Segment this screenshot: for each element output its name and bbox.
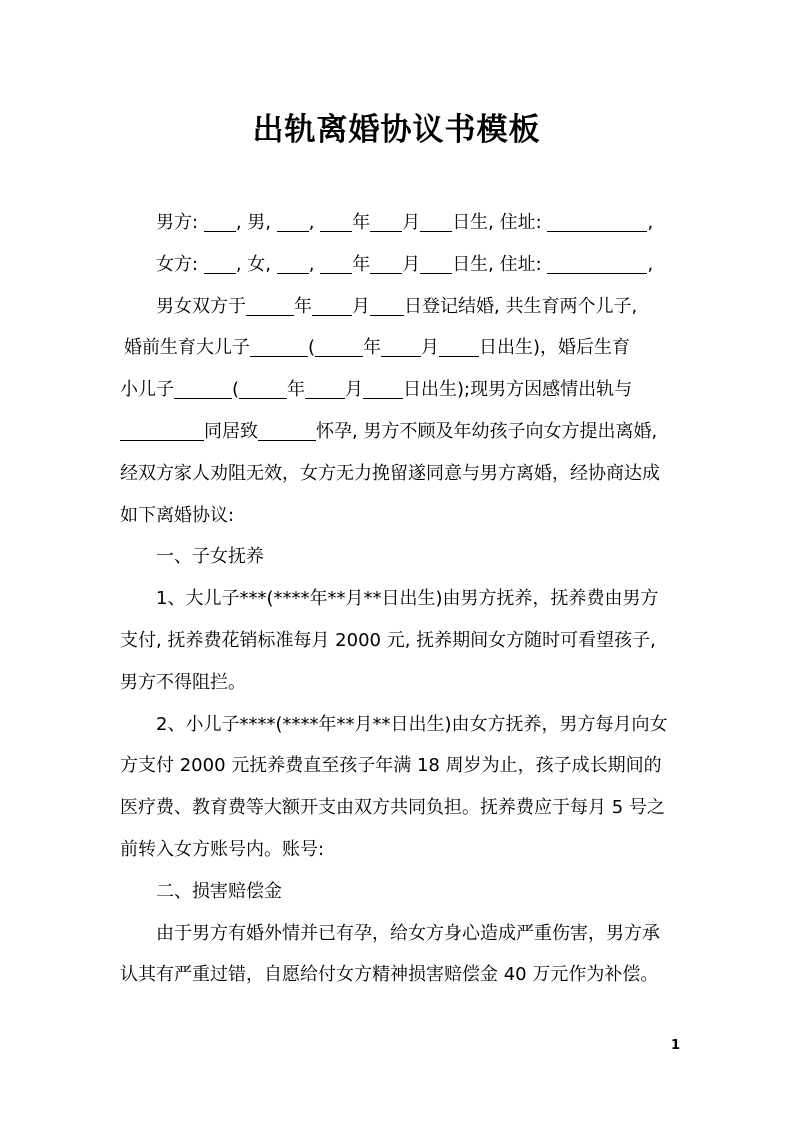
blank-field [204,209,236,232]
blank-field [120,418,204,441]
blank-field [277,251,309,274]
blank-field [250,334,308,357]
blank-field [305,376,345,399]
text-segment: 年 [287,379,306,401]
blank-field [420,251,452,274]
text-segment: ( [232,379,240,401]
blank-field [174,376,232,399]
female-party-line [120,244,680,286]
blank-field [381,334,421,357]
text-segment: 月 [402,212,421,233]
body-line: 由于男方有婚外情并已有孕，给女方身心造成严重伤害，男方承 [156,922,660,944]
text-segment: 婚前生育大儿子 [124,337,250,359]
body-line: 支付, 抚养费花销标准每月 2000 元, 抚养期间女方随时可看望孩子, [120,629,656,651]
body-line: 2、小儿子****(****年**月**日出生)由女方抚养，男方每月向女 [156,713,668,735]
text-segment: 男女双方于 [156,295,246,317]
text-segment: 年 [352,212,371,233]
text-segment: , [308,253,315,275]
text-segment: 日出生);现男方因感情出轨与 [403,379,633,401]
body-line: 男方不得阻拦。 [120,671,246,693]
body-line: 1、大儿子***(****年**月**日出生)由男方抚养，抚养费由男方 [156,588,659,610]
text-segment: 月 [421,337,440,359]
body-line: 方支付 2000 元抚养费直至孩子年满 18 周岁为止，孩子成长期间的 [120,755,662,777]
text-segment: 日生, 住址: [452,253,542,275]
text-segment: 小儿子 [120,379,174,401]
blank-field [370,251,402,274]
body-line: 医疗费、教育费等大额开支由双方共同负担。抚养费应于每月 5 号之 [120,797,665,819]
blank-field [320,251,352,274]
section-heading-damages: 二、损害赔偿金 [156,880,282,902]
body-line: 经双方家人劝阻无效，女方无力挽留遂同意与男方离婚，经协商达成 [120,462,660,484]
text-segment: 男方: [156,212,199,233]
text-segment: 月 [352,295,370,317]
younger-son-line [120,369,680,411]
blank-field [312,293,352,316]
section-heading-child-support: 一、子女抚养 [156,546,264,568]
body-line: 前转入女方账号内。账号: [120,838,325,860]
text-segment: , [308,212,315,233]
text-segment: 日登记结婚, 共生育两个儿子, [404,295,638,317]
blank-field [547,251,647,274]
elder-son-line [120,327,680,369]
blank-field [258,418,316,441]
blank-field [439,334,479,357]
body-line: 如下离婚协议: [120,504,235,526]
blank-field [370,209,402,232]
male-party-line [120,202,680,244]
blank-field [320,209,352,232]
text-segment: 日生, 住址: [452,212,542,233]
blank-field [420,209,452,232]
text-segment: 月 [402,253,421,275]
blank-field [277,209,309,232]
blank-field [246,293,294,316]
text-segment: 年 [294,295,312,317]
page-number: 1 [670,1038,680,1053]
text-segment: 年 [363,337,382,359]
cohabit-line [120,411,680,453]
blank-field [370,293,404,316]
document-title: 出轨离婚协议书模板 [252,112,541,148]
blank-field [547,209,647,232]
text-segment: 月 [345,379,364,401]
blank-field [239,376,287,399]
marriage-line [120,286,680,328]
document-body [120,202,680,996]
blank-field [315,334,363,357]
text-segment: 怀孕, 男方不顾及年幼孩子向女方提出离婚, [316,420,658,442]
text-segment: , [647,253,654,275]
text-segment: , [647,212,654,233]
blank-field [204,251,236,274]
text-segment: , 女, [235,253,271,275]
blank-field [363,376,403,399]
body-line: 认其有严重过错，自愿给付女方精神损害赔偿金 40 万元作为补偿。 [120,964,659,986]
text-segment: 年 [352,253,371,275]
text-segment: 日出生)，婚后生育 [479,337,631,359]
text-segment: 女方: [156,253,199,275]
text-segment: , 男, [235,212,271,233]
text-segment: ( [308,337,316,359]
text-segment: 同居致 [204,420,258,442]
